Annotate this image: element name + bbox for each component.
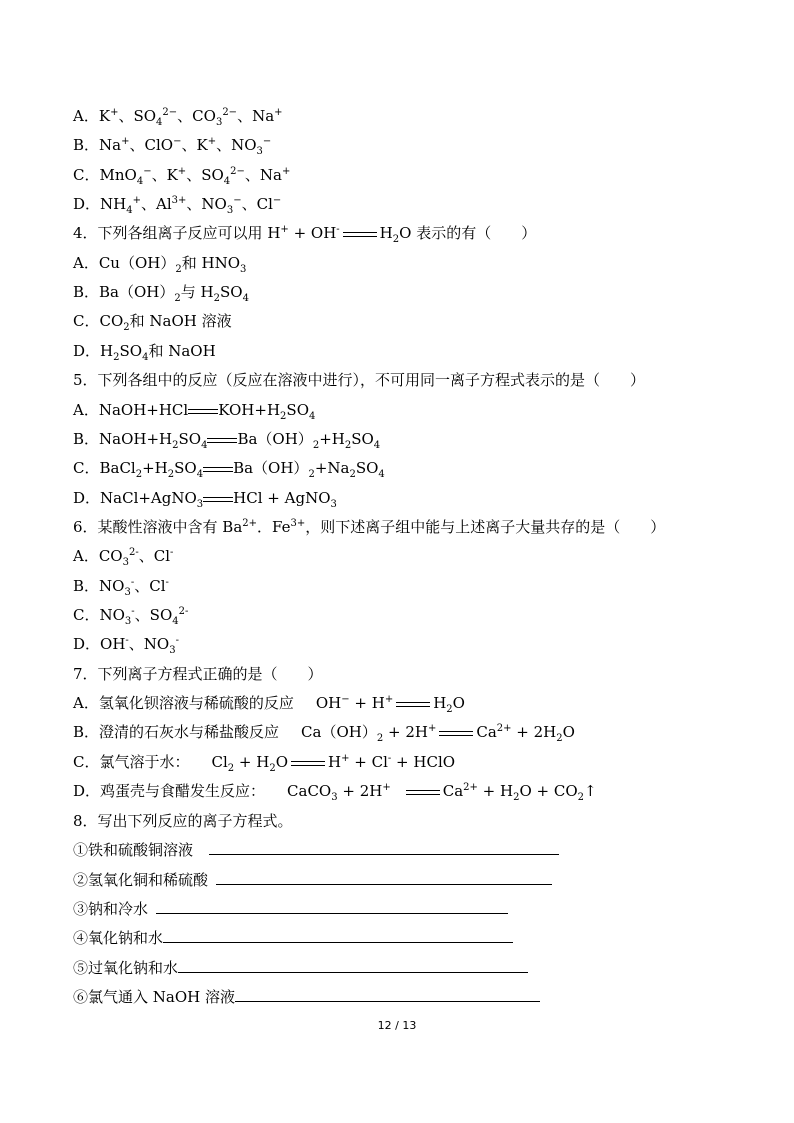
answer-blank-2[interactable] xyxy=(216,870,552,885)
q5-option-c: C．$BaCl_2+H_2SO_4$ $Ba(OH)_2+Na_2SO_4$ xyxy=(73,459,385,480)
q7-stem: 7．下列离子方程式正确的是（ ） xyxy=(73,665,323,683)
q5-option-d: D．NaCl+AgNO$_3$ HCl + AgNO$_3$ xyxy=(73,489,337,510)
q3-option-b: B．Na+、ClO−、K+、$NO_3^-$ xyxy=(73,136,272,157)
q8-item-5: ⑤过氧化钠和水 xyxy=(73,958,528,978)
q3-option-a: A．K+、$SO_4^{2-}$、$CO_3^{2-}$、Na+ xyxy=(73,107,283,128)
answer-blank-1[interactable] xyxy=(209,840,559,855)
q5-stem: 5．下列各组中的反应（反应在溶液中进行），不可用同一离子方程式表示的是（ ） xyxy=(73,371,646,389)
q6-stem: 6．某酸性溶液中含有 $Ba^{2+}$．$Fe^{3+}$，则下述离子组中能与上述离子大量共存的是（ ） xyxy=(73,518,666,536)
q5-option-a: A．NaOH+HCl $KOH+H_2SO_4$ xyxy=(73,401,316,422)
q8-item-1: ①铁和硫酸铜溶液 xyxy=(73,840,559,860)
q8-item-3: ③钠和冷水 xyxy=(73,899,508,919)
page-number: 12 / 13 xyxy=(377,1019,417,1032)
answer-blank-3[interactable] xyxy=(156,899,508,914)
q7-option-b: B．澄清的石灰水与稀盐酸反应 $Ca(OH)_2 + 2H^+$ $Ca^{2+} + 2H_2O$ xyxy=(73,723,575,744)
q8-item-6: ⑥氯气通入 NaOH 溶液 xyxy=(73,987,540,1007)
q8-item-2: ②氢氧化铜和稀硫酸 xyxy=(73,870,552,890)
q6-option-c: C．$NO_3^-$、$SO_4^{2-}$ xyxy=(73,606,189,627)
answer-blank-4[interactable] xyxy=(163,928,513,943)
q6-option-a: A．$CO_3^{2-}$、Cl- xyxy=(73,547,174,568)
equals-sign xyxy=(343,232,377,237)
q4-option-b: B．$Ba(OH)_2$与 $H_2SO_4$ xyxy=(73,283,249,304)
q6-option-b: B．$NO_3^-$、Cl- xyxy=(73,577,169,598)
q4-option-a: A．$Cu(OH)_2$和 $HNO_3$ xyxy=(73,254,247,275)
q3-option-d: D．$NH_4^+$、$Al^{3+}$、$NO_3^-$、Cl− xyxy=(73,195,282,216)
q6-option-d: D．OH-、$NO_3^-$ xyxy=(73,635,179,656)
q7-option-a: A．氢氧化钡溶液与稀硫酸的反应 OH− + H+ $H_2O$ xyxy=(73,694,465,715)
q4-stem: 4．下列各组离子反应可以用 H+ + OH- $H_2O$ 表示的有（ ） xyxy=(73,224,537,245)
answer-blank-6[interactable] xyxy=(235,987,540,1002)
q4-option-d: D．$H_2SO_4$和 NaOH xyxy=(73,342,216,363)
q3-option-c: C．MnO$_4$−、K+、$SO_4^{2-}$、Na+ xyxy=(73,166,291,187)
q7-option-d: D．鸡蛋壳与食醋发生反应： CaCO$_3$ + 2H+ $Ca^{2+} + H_2O$ + $CO_2↑$ xyxy=(73,782,597,803)
q8-item-4: ④氧化钠和水 xyxy=(73,928,513,948)
answer-blank-5[interactable] xyxy=(178,958,528,973)
q8-stem: 8．写出下列反应的离子方程式。 xyxy=(73,812,293,830)
q7-option-c: C．氯气溶于水： $Cl_2 + H_2O$ H+ + Cl- + HClO xyxy=(73,753,456,774)
q4-option-c: C．$CO_2$和 NaOH 溶液 xyxy=(73,312,232,333)
q5-option-b: B．$NaOH+H_2SO_4$ $Ba(OH)_2+H_2SO_4$ xyxy=(73,430,381,451)
